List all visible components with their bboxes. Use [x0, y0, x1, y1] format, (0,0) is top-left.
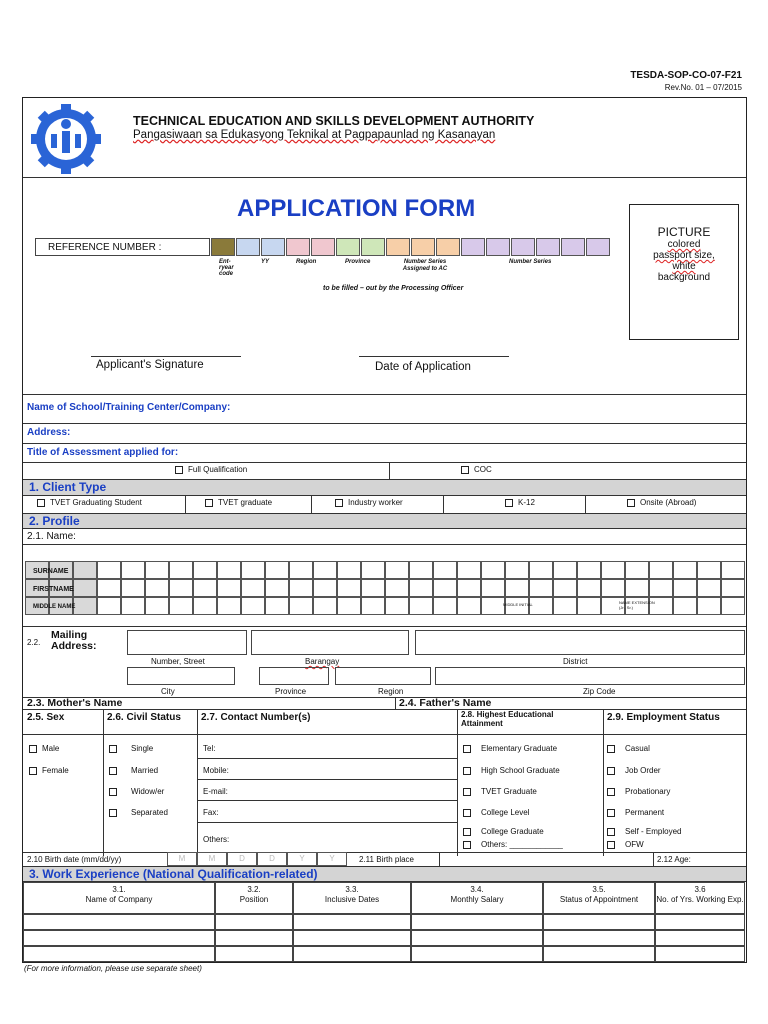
name-letter-box[interactable] — [529, 561, 553, 579]
option-label: TVET graduate — [218, 498, 273, 507]
work-cell[interactable] — [411, 930, 543, 946]
checkbox-icon — [505, 499, 513, 507]
name-letter-box[interactable] — [193, 561, 217, 579]
option-label: Single — [131, 744, 154, 753]
option-label: High School Graduate — [481, 766, 560, 775]
mobile-field[interactable]: Mobile: — [203, 766, 229, 775]
civil-option[interactable] — [109, 744, 153, 753]
ref-sublabel: Number Series — [509, 259, 552, 265]
name-letter-box[interactable] — [169, 561, 193, 579]
name-letter-box[interactable] — [313, 561, 337, 579]
ref-sublabel: Number Series Assigned to AC — [402, 259, 448, 272]
checkbox-icon — [109, 767, 117, 775]
ref-sublabel: Region — [296, 259, 317, 265]
picture-line: colored — [667, 239, 701, 250]
date-of-application-label: Date of Application — [375, 361, 471, 373]
reference-digit-box[interactable] — [236, 238, 260, 256]
reference-digit-box[interactable] — [386, 238, 410, 256]
full-qualification-option[interactable] — [175, 465, 247, 474]
mailing-address-label: Mailing Address: — [51, 629, 97, 652]
name-letter-box[interactable] — [265, 561, 289, 579]
work-cell[interactable] — [655, 930, 745, 946]
name-letter-box[interactable] — [697, 579, 721, 597]
client-type-option[interactable] — [335, 498, 403, 507]
reference-digit-box[interactable] — [211, 238, 235, 256]
checkbox-icon — [627, 499, 635, 507]
reference-digit-box[interactable] — [361, 238, 385, 256]
name-letter-box[interactable] — [553, 579, 577, 597]
name-letter-box[interactable] — [337, 579, 361, 597]
name-letter-box[interactable] — [697, 561, 721, 579]
work-cell[interactable] — [411, 914, 543, 930]
name-extension-label: NAME EXTENSION (Jr., Sr.) — [619, 600, 655, 610]
name-letter-box[interactable] — [217, 597, 241, 615]
name-letter-box[interactable] — [145, 597, 169, 615]
name-letter-box[interactable] — [433, 561, 457, 579]
work-experience-table[interactable] — [23, 882, 745, 962]
option-label: Full Qualification — [188, 465, 248, 474]
reference-digit-box[interactable] — [586, 238, 610, 256]
work-column-number: 3.4. — [470, 885, 484, 894]
name-letter-box[interactable] — [433, 579, 457, 597]
work-cell[interactable] — [215, 914, 293, 930]
education-option[interactable] — [463, 808, 529, 817]
work-column-header — [655, 882, 745, 914]
checkbox-icon — [109, 809, 117, 817]
checkbox-icon — [205, 499, 213, 507]
form-code — [630, 70, 742, 94]
work-column-label: No. of Yrs. Working Exp. — [656, 895, 744, 904]
education-option[interactable] — [463, 744, 557, 753]
checkbox-icon — [29, 767, 37, 775]
name-letter-box[interactable] — [385, 597, 409, 615]
name-letter-box[interactable] — [697, 597, 721, 615]
name-letter-box[interactable] — [409, 597, 433, 615]
employment-option[interactable] — [607, 808, 664, 817]
employment-option[interactable] — [607, 787, 670, 796]
work-cell[interactable] — [293, 914, 411, 930]
name-letter-box[interactable] — [577, 597, 601, 615]
name-letter-box[interactable] — [625, 561, 649, 579]
name-letter-box[interactable] — [337, 561, 361, 579]
birth-date-box[interactable]: D — [227, 852, 257, 866]
tesda-logo-icon — [31, 104, 101, 174]
name-letter-box[interactable] — [121, 561, 145, 579]
name-letter-box[interactable] — [481, 597, 505, 615]
birth-place-label: 2.11 Birth place — [359, 855, 414, 864]
firstname-label: FIRSTNAME — [33, 586, 74, 593]
name-letter-box[interactable] — [625, 579, 649, 597]
school-label: Name of School/Training Center/Company: — [27, 402, 231, 413]
work-column-label: Monthly Salary — [450, 895, 504, 904]
name-letter-box[interactable] — [97, 579, 121, 597]
name-letter-box[interactable] — [73, 579, 97, 597]
work-column-label: Status of Appointment — [559, 895, 639, 904]
mothers-name-label: 2.3. Mother's Name — [27, 697, 123, 709]
picture-line: background — [657, 272, 711, 283]
name-letter-box[interactable] — [529, 579, 553, 597]
option-label: COC — [474, 465, 492, 474]
work-column-label: Inclusive Dates — [324, 895, 380, 904]
work-cell[interactable] — [23, 930, 215, 946]
name-letter-box[interactable] — [289, 561, 313, 579]
sex-option[interactable] — [29, 744, 59, 753]
picture-title: PICTURE — [657, 225, 711, 239]
checkbox-icon — [607, 841, 615, 849]
tel-field[interactable]: Tel: — [203, 744, 216, 753]
work-column-number: 3.6 — [694, 885, 706, 894]
option-label: Male — [42, 744, 60, 753]
checkbox-icon — [607, 767, 615, 775]
education-option[interactable] — [463, 840, 563, 849]
education-option[interactable] — [463, 827, 544, 836]
employment-option[interactable] — [607, 827, 681, 836]
reference-digit-box[interactable] — [286, 238, 310, 256]
section-title: 3. Work Experience (National Qualification-related) — [29, 867, 318, 881]
name-letter-box[interactable] — [97, 597, 121, 615]
name-letter-box[interactable] — [721, 579, 745, 597]
work-column-header — [411, 882, 543, 914]
name-letter-box[interactable] — [457, 597, 481, 615]
checkbox-icon — [607, 745, 615, 753]
employment-option[interactable] — [607, 744, 650, 753]
name-letter-box[interactable] — [505, 579, 529, 597]
name-letter-box[interactable] — [457, 579, 481, 597]
work-cell[interactable] — [23, 946, 215, 962]
option-label: TVET Graduating Student — [50, 498, 142, 507]
application-form — [22, 97, 747, 963]
option-label: TVET Graduate — [481, 787, 537, 796]
work-column-header — [23, 882, 215, 914]
civil-status-header: 2.6. Civil Status — [107, 712, 181, 723]
reference-label-box — [35, 238, 210, 256]
checkbox-icon — [109, 788, 117, 796]
name-letter-box[interactable] — [457, 561, 481, 579]
checkbox-icon — [607, 828, 615, 836]
checkbox-icon — [463, 767, 471, 775]
option-label: Separated — [131, 808, 168, 817]
name-letter-box[interactable] — [577, 579, 601, 597]
ref-sublabel: Province — [345, 259, 371, 265]
name-letter-box[interactable] — [601, 579, 625, 597]
city-field[interactable] — [127, 667, 235, 685]
work-cell[interactable] — [655, 914, 745, 930]
sex-option[interactable] — [29, 766, 69, 775]
name-label: 2.1. Name: — [27, 531, 76, 542]
others-field[interactable]: Others: — [203, 835, 230, 844]
work-column-header — [543, 882, 655, 914]
age-label: 2.12 Age: — [657, 855, 691, 864]
checkbox-icon — [175, 466, 183, 474]
name-letter-box[interactable] — [145, 579, 169, 597]
name-letter-box[interactable] — [289, 597, 313, 615]
name-letter-box[interactable] — [313, 579, 337, 597]
picture-line: white — [672, 261, 696, 272]
birth-date-box[interactable]: Y — [287, 852, 317, 866]
region-label: Region — [378, 687, 404, 696]
checkbox-icon — [607, 809, 615, 817]
employment-option[interactable] — [607, 766, 661, 775]
client-type-header — [23, 479, 746, 496]
work-cell[interactable] — [293, 930, 411, 946]
reference-digit-box[interactable] — [261, 238, 285, 256]
reference-digit-box[interactable] — [336, 238, 360, 256]
reference-digit-box[interactable] — [411, 238, 435, 256]
checkbox-icon — [37, 499, 45, 507]
option-label: Elementary Graduate — [481, 744, 558, 753]
zip-label: Zip Code — [583, 687, 616, 696]
middle-initial-label: MIDDLE INITIAL — [503, 602, 533, 607]
birth-date-box[interactable]: M — [167, 852, 197, 866]
region-field[interactable] — [335, 667, 431, 685]
name-letter-box[interactable] — [409, 561, 433, 579]
work-experience-header — [23, 866, 746, 882]
name-letter-box[interactable] — [265, 579, 289, 597]
reference-digit-box[interactable] — [461, 238, 485, 256]
birth-date-label: 2.10 Birth date (mm/dd/yy) — [27, 855, 122, 864]
checkbox-icon — [29, 745, 37, 753]
applicant-signature-label: Applicant's Signature — [96, 359, 204, 371]
ref-sublabel: YY — [261, 259, 270, 265]
name-letter-box[interactable] — [601, 561, 625, 579]
work-column-label: Position — [239, 895, 269, 904]
name-letter-box[interactable] — [385, 579, 409, 597]
option-label: Onsite (Abroad) — [640, 498, 697, 507]
name-letter-box[interactable] — [313, 597, 337, 615]
name-letter-box[interactable] — [361, 597, 385, 615]
name-letter-box[interactable] — [145, 561, 169, 579]
name-letter-box[interactable] — [673, 561, 697, 579]
name-letter-box[interactable] — [169, 579, 193, 597]
reference-digit-box[interactable] — [486, 238, 510, 256]
checkbox-icon — [463, 828, 471, 836]
option-label: Self - Employed — [625, 827, 682, 836]
name-letter-box[interactable] — [553, 561, 577, 579]
name-letter-box[interactable] — [337, 597, 361, 615]
fax-field[interactable]: Fax: — [203, 808, 219, 817]
name-letter-box[interactable] — [73, 597, 97, 615]
mailing-num: 2.2. — [27, 638, 41, 647]
name-letter-box[interactable] — [73, 561, 97, 579]
client-type-option[interactable] — [205, 498, 272, 507]
work-cell[interactable] — [543, 914, 655, 930]
profile-header — [23, 513, 746, 529]
revision-number: Rev.No. 01 – 07/2015 — [664, 83, 742, 92]
reference-digit-box[interactable] — [436, 238, 460, 256]
name-letter-box[interactable] — [577, 561, 601, 579]
name-letter-box[interactable] — [193, 597, 217, 615]
work-column-number: 3.1. — [112, 885, 126, 894]
name-letter-box[interactable] — [121, 597, 145, 615]
option-label: K-12 — [518, 498, 535, 507]
work-column-number: 3.3. — [345, 885, 359, 894]
work-column-header — [293, 882, 411, 914]
checkbox-icon — [109, 745, 117, 753]
name-letter-box[interactable] — [553, 597, 577, 615]
section-title: 2. Profile — [29, 514, 80, 528]
address-label: Address: — [27, 427, 71, 438]
picture-box[interactable] — [629, 204, 739, 340]
form-code-text: TESDA-SOP-CO-07-F21 — [630, 70, 742, 81]
name-letter-box[interactable] — [409, 579, 433, 597]
name-letter-box[interactable] — [361, 561, 385, 579]
checkbox-icon — [335, 499, 343, 507]
form-title: APPLICATION FORM — [237, 195, 476, 222]
picture-line: passport size, — [653, 250, 715, 261]
coc-option[interactable] — [461, 465, 492, 474]
reference-digit-box[interactable] — [311, 238, 335, 256]
employment-option[interactable] — [607, 840, 644, 849]
option-label: Married — [131, 766, 159, 775]
civil-option[interactable] — [109, 766, 158, 775]
work-cell[interactable] — [215, 946, 293, 962]
agency-name: TECHNICAL EDUCATION AND SKILLS DEVELOPMENT AUTHORITY — [133, 114, 535, 128]
name-letter-box[interactable] — [361, 579, 385, 597]
work-cell[interactable] — [543, 946, 655, 962]
barangay-label: Barangay — [305, 657, 340, 666]
name-letter-box[interactable] — [121, 579, 145, 597]
client-type-option[interactable] — [37, 498, 142, 507]
name-letter-box[interactable] — [721, 561, 745, 579]
checkbox-icon — [461, 466, 469, 474]
work-column-label: Name of Company — [85, 895, 153, 904]
option-label: College Level — [481, 808, 530, 817]
assessment-label: Title of Assessment applied for: — [27, 447, 179, 458]
option-label: Probationary — [625, 787, 671, 796]
birth-date-box[interactable]: D — [257, 852, 287, 866]
option-label: Industry worker — [348, 498, 403, 507]
birth-date-box[interactable]: M — [197, 852, 227, 866]
surname-label: SURNAME — [33, 568, 69, 575]
education-option[interactable] — [463, 766, 560, 775]
name-letter-box[interactable] — [217, 561, 241, 579]
number-street-label: Number, Street — [151, 657, 205, 666]
reference-digit-box[interactable] — [536, 238, 560, 256]
footnote: (For more information, please use separate sheet) — [24, 964, 202, 973]
education-header: 2.8. Highest Educational Attainment — [461, 710, 554, 728]
work-cell[interactable] — [543, 930, 655, 946]
name-letter-box[interactable] — [241, 579, 265, 597]
name-letter-box[interactable] — [673, 579, 697, 597]
civil-option[interactable] — [109, 808, 168, 817]
province-field[interactable] — [259, 667, 329, 685]
sex-header: 2.5. Sex — [27, 712, 65, 723]
reference-label: REFERENCE NUMBER : — [48, 242, 162, 253]
name-letter-box[interactable] — [169, 597, 193, 615]
option-label: Casual — [625, 744, 650, 753]
name-letter-box[interactable] — [481, 561, 505, 579]
option-label: Job Order — [625, 766, 661, 775]
work-column-number: 3.5. — [592, 885, 606, 894]
work-column-number: 3.2. — [247, 885, 261, 894]
work-cell[interactable] — [23, 914, 215, 930]
work-cell[interactable] — [411, 946, 543, 962]
street-field[interactable] — [127, 630, 247, 655]
work-cell[interactable] — [215, 930, 293, 946]
name-letter-box[interactable] — [241, 561, 265, 579]
education-option[interactable] — [463, 787, 537, 796]
name-letter-box[interactable] — [289, 579, 313, 597]
checkbox-icon — [463, 841, 471, 849]
work-cell[interactable] — [293, 946, 411, 962]
name-letter-box[interactable] — [481, 579, 505, 597]
option-label: Widow/er — [131, 787, 165, 796]
birth-date-box[interactable]: Y — [317, 852, 347, 866]
work-column-header — [215, 882, 293, 914]
option-label: Female — [42, 766, 69, 775]
option-label: Permanent — [625, 808, 665, 817]
checkbox-icon — [463, 745, 471, 753]
name-letter-box[interactable] — [721, 597, 745, 615]
name-letter-box[interactable] — [649, 561, 673, 579]
reference-note: to be filled – out by the Processing Officer — [323, 285, 464, 292]
name-letter-box[interactable] — [649, 579, 673, 597]
reference-digit-box[interactable] — [561, 238, 585, 256]
client-type-option[interactable] — [505, 498, 535, 507]
name-letter-box[interactable] — [265, 597, 289, 615]
city-label: City — [161, 687, 175, 696]
name-letter-box[interactable] — [505, 561, 529, 579]
contact-header: 2.7. Contact Number(s) — [201, 712, 311, 723]
employment-header: 2.9. Employment Status — [607, 712, 720, 723]
name-letter-box[interactable] — [433, 597, 457, 615]
section-title: 1. Client Type — [29, 480, 107, 494]
name-letter-box[interactable] — [385, 561, 409, 579]
email-field[interactable]: E-mail: — [203, 787, 228, 796]
option-label: OFW — [625, 840, 644, 849]
checkbox-icon — [607, 788, 615, 796]
name-letter-box[interactable] — [673, 597, 697, 615]
district-label: District — [563, 657, 588, 666]
checkbox-icon — [463, 809, 471, 817]
reference-digit-box[interactable] — [511, 238, 535, 256]
barangay-field[interactable] — [251, 630, 409, 655]
checkbox-icon — [463, 788, 471, 796]
civil-option[interactable] — [109, 787, 164, 796]
agency-subtitle: Pangasiwaan sa Edukasyong Teknikal at Pagpapaunlad ng Kasanayan — [133, 129, 496, 141]
option-label: College Graduate — [481, 827, 544, 836]
work-cell[interactable] — [655, 946, 745, 962]
option-label: Others: ____________ — [481, 840, 563, 849]
ref-sublabel: Ent-ryear code — [219, 259, 234, 277]
name-letter-box[interactable] — [241, 597, 265, 615]
fathers-name-label: 2.4. Father's Name — [399, 697, 492, 709]
province-label: Province — [275, 687, 307, 696]
name-letter-box[interactable] — [217, 579, 241, 597]
name-letter-box[interactable] — [97, 561, 121, 579]
name-letter-box[interactable] — [193, 579, 217, 597]
middlename-label: MIDDLE NAME — [33, 604, 76, 610]
client-type-option[interactable] — [627, 498, 696, 507]
district-field[interactable] — [415, 630, 745, 655]
zip-field[interactable] — [435, 667, 745, 685]
